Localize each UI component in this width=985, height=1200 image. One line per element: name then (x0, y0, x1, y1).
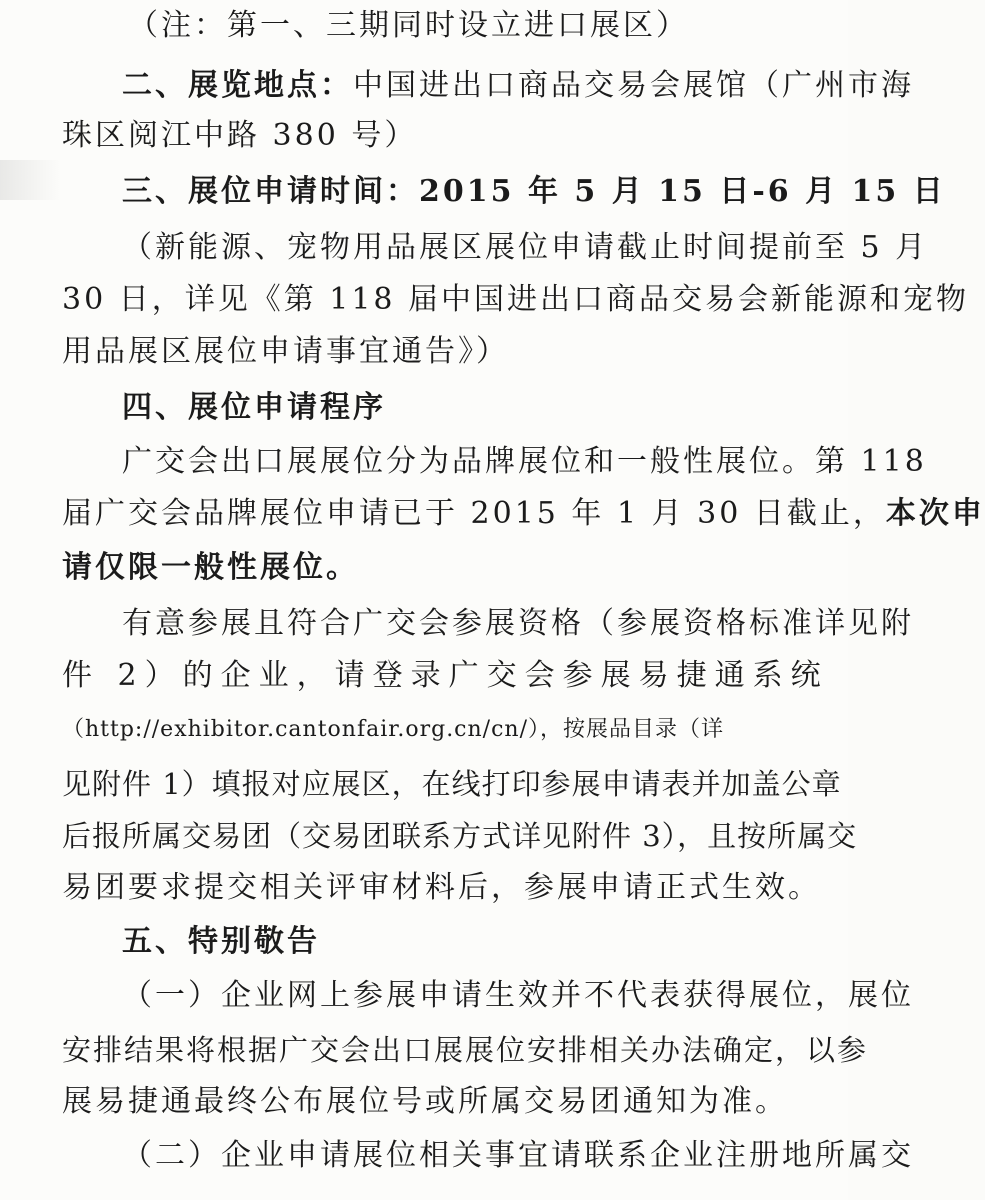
section-5-item-1-line-2: 安排结果将根据广交会出口展展位安排相关办法确定，以参 (62, 1033, 869, 1067)
section-3-note-line-3: 用品展区展位申请事宜通告》） (62, 334, 509, 369)
section-4-para-2-line-1: 有意参展且符合广交会参展资格（参展资格标准详见附 (122, 606, 914, 641)
section-2-text: 中国进出口商品交易会展馆（广州市海 (353, 68, 914, 103)
section-2-line-2: 珠区阅江中路 380 号） (62, 118, 418, 153)
section-4-para-1-text: 届广交会品牌展位申请已于 2015 年 1 月 30 日截止， (62, 496, 886, 531)
section-3-note-line-2: 30 日，详见《第 118 届中国进出口商品交易会新能源和宠物 (62, 282, 970, 317)
section-5-item-1-line-3: 展易捷通最终公布展位号或所属交易团通知为准。 (62, 1084, 788, 1119)
section-4-heading: 四、展位申请程序 (122, 390, 386, 425)
section-5-heading: 五、特别敬告 (122, 924, 320, 959)
section-4-para-2-line-4: 见附件 1）填报对应展区，在线打印参展申请表并加盖公章 (62, 767, 842, 801)
section-3-heading: 三、展位申请时间：2015 年 5 月 15 日-6 月 15 日 (122, 174, 946, 209)
section-4-para-2-line-2: 件 2）的企业，请登录广交会参展易捷通系统 (62, 658, 829, 693)
scan-artifact (0, 160, 60, 200)
section-4-para-2-line-6: 易团要求提交相关评审材料后，参展申请正式生效。 (62, 870, 821, 905)
section-4-para-1-line-1: 广交会出口展展位分为品牌展位和一般性展位。第 118 (122, 444, 927, 479)
section-4-para-2-line-3: （http://exhibitor.cantonfair.org.cn/cn/），按展品目录（详 (62, 717, 724, 742)
section-3-note-line-1: （新能源、宠物用品展区展位申请截止时间提前至 5 月 (122, 230, 929, 265)
section-4-para-1-line-3: 请仅限一般性展位。 (62, 550, 359, 585)
section-2-line-1 (122, 66, 914, 106)
section-2-heading: 二、展览地点： (122, 68, 353, 103)
section-5-item-1-line-1: （一）企业网上参展申请生效并不代表获得展位，展位 (122, 978, 914, 1013)
section-5-item-2-line-1: （二）企业申请展位相关事宜请联系企业注册地所属交 (122, 1138, 914, 1173)
section-4-para-1-emphasis: 本次申 (885, 496, 985, 531)
section-4-para-1-line-2 (62, 494, 985, 534)
note-line: （注：第一、三期同时设立进口展区） (128, 8, 689, 43)
section-4-para-2-line-5: 后报所属交易团（交易团联系方式详见附件 3），且按所属交 (62, 819, 858, 853)
